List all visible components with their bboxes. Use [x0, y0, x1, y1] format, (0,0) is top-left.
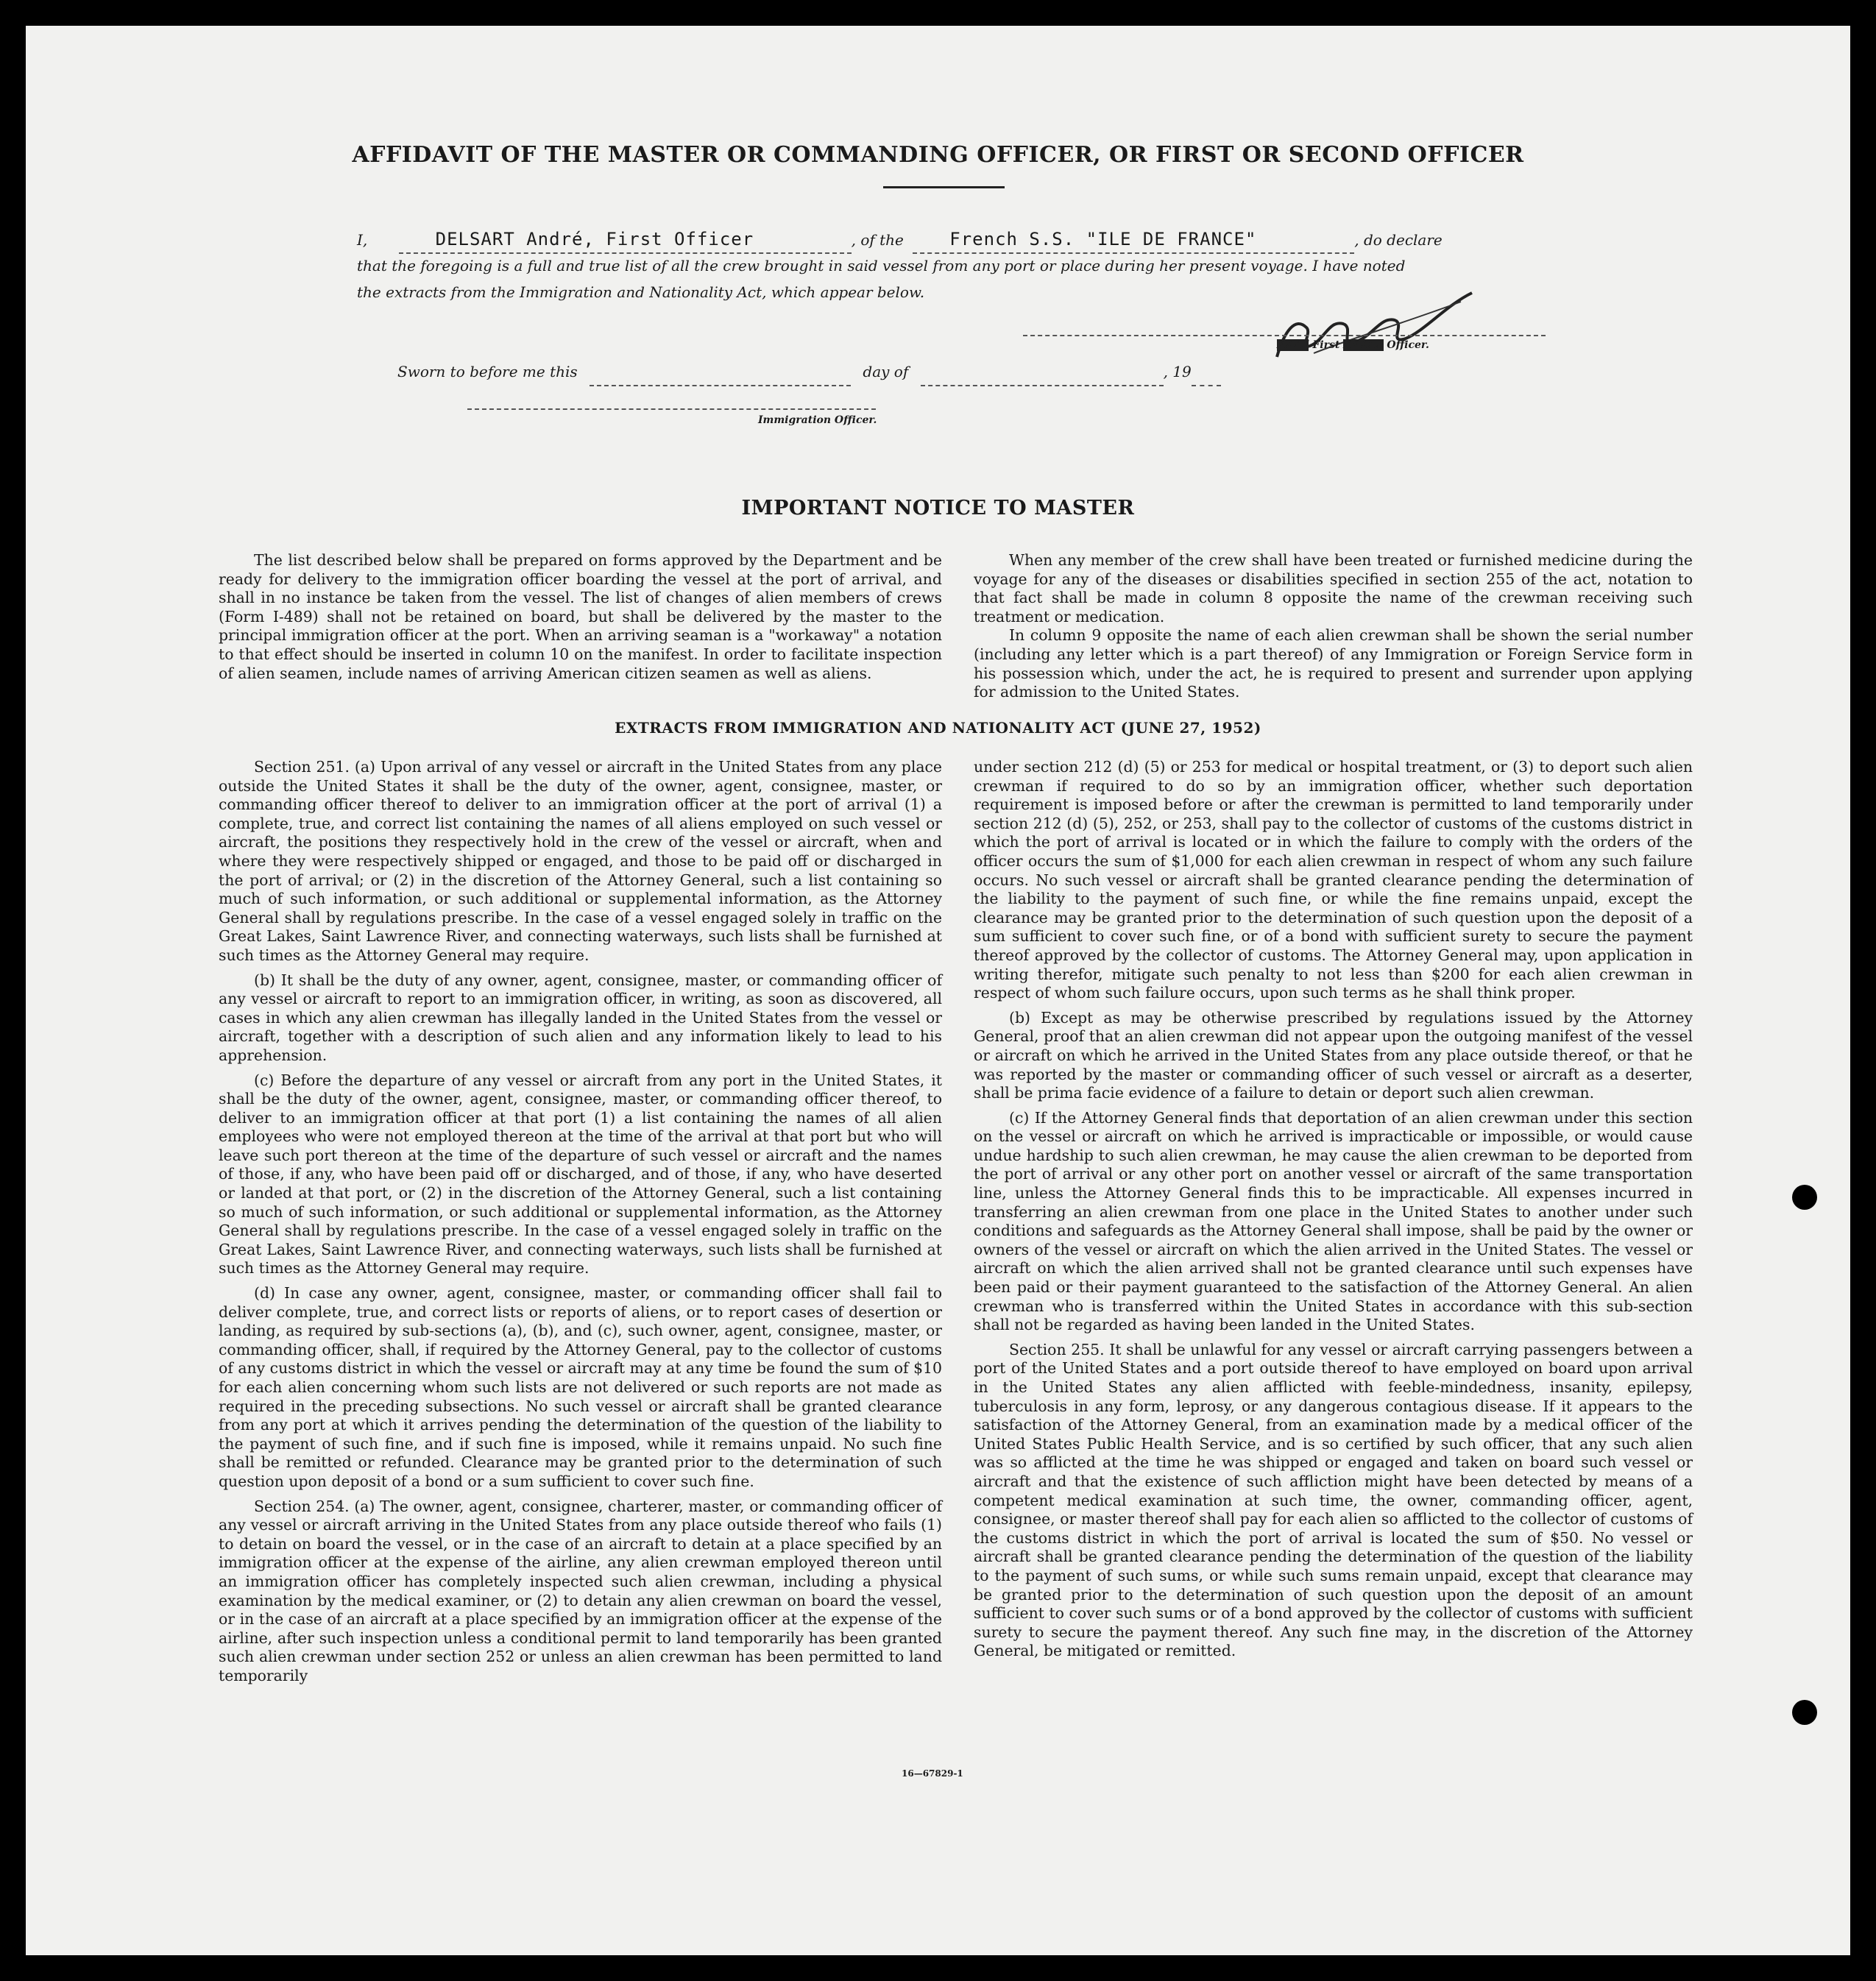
section-251-d: (d) In case any owner, agent, consignee, master, or commanding officer shall fail to deliver complete, true, and correct lists or reports of aliens, or to report cases of desertion or landing, as required by sub-sections (a), (b), and (c), such owner, agent, consignee, master, or commanding officer, shall, if required by the Attorney General, pay to the collector of customs of any customs district in which the vessel or aircraft may at any time be found the sum of $10 for each alien concerning whom such lists are not delivered or such reports are not made as required in the preceding subsections. No such vessel or aircraft shall be granted clearance from any port at which it arrives pending the determination of the question of the liability to the payment of such fine, and if such fine is imposed, while it remains unpaid. No such fine shall be remitted or refunded. Clearance may be granted prior to the determination of such question upon deposit of a bond or a sum sufficient to cover such fine. — [219, 1284, 942, 1490]
officer-signature — [1270, 287, 1483, 368]
section-251-b: (b) It shall be the duty of any owner, agent, consignee, master, or commanding officer of any vessel or aircraft to report to an immigration officer, in writing, as soon as discovered, all cases in which any alien crewman has illegally landed in the United States from the vessel or aircraft, together with a description of such alien and any information likely to lead to his apprehension. — [219, 971, 942, 1064]
year-label: , 19 — [1163, 363, 1192, 380]
sworn-month-field[interactable] — [921, 358, 1164, 386]
officer-caption-end: Officer. — [1387, 339, 1429, 351]
punch-hole-lower — [1792, 1700, 1817, 1725]
sworn-year-field[interactable] — [1192, 358, 1221, 386]
immigration-officer-label: Immigration Officer. — [758, 414, 877, 426]
form-code: 16—67829-1 — [902, 1768, 963, 1779]
notice-title: IMPORTANT NOTICE TO MASTER — [741, 497, 1135, 520]
declaration-line-2: that the foregoing is a full and true list of all the crew brought in said vessel from any port or place during her present voyage. I have noted — [357, 257, 1406, 274]
officer-caption-struck-2: XXXXX — [1343, 339, 1384, 351]
declaration-line-1 — [357, 226, 1549, 254]
section-254-b: (b) Except as may be otherwise prescribed by regulations issued by the Attorney General, proof that an alien crewman did not appear upon the outgoing manifest of the vessel or aircraft on which he arrived in the United States from any place outside thereof, or that he was reported by the master or commanding officer of such vessel or aircraft as a deserter, shall be prima facie evidence of a failure to detain or deport such alien crewman. — [974, 1008, 1693, 1102]
extracts-right-column — [974, 758, 1693, 1667]
officer-caption-first: First — [1312, 339, 1340, 351]
document-page — [26, 26, 1850, 1955]
officer-caption-struck: XXXX — [1277, 339, 1309, 351]
section-255: Section 255. It shall be unlawful for any vessel or aircraft carrying passengers between a port of the United States and a port outside thereof to have employed on board upon arrival in the United States any alien afflicted with feeble-mindedness, insanity, epilepsy, tuberculosis in any form, leprosy, or any dangerous contagious disease. If it appears to the satisfaction of the Attorney General, from an examination made by a medical officer of the United States Public Health Service, and is so certified by such officer, that any such alien was so afflicted at the time he was shipped or engaged and taken on board such vessel or aircraft and that the existence of such affliction might have been detected by means of a competent medical examination at such time, the owner, commanding officer, agent, consignee, or master thereof shall pay for each alien so afflicted to the collector of customs of the customs district in which the port of arrival is located the sum of $50. No vessel or aircraft shall be granted clearance pending the determination of the question of the liability to the payment of such sums, or while such sums remain unpaid, except that clearance may be granted prior to the determination of such question upon the deposit of an amount sufficient to cover such sums or of a bond approved by the collector of customs with sufficient surety to secure the payment thereof. Any such fine may, in the discretion of the Attorney General, be mitigated or remitted. — [974, 1340, 1693, 1660]
day-of-label: day of — [863, 363, 909, 380]
i-label: I, — [357, 231, 368, 249]
notice-right-column — [974, 551, 1693, 708]
extracts-left-column — [219, 758, 942, 1692]
title-underline — [883, 186, 1005, 188]
notice-left-column — [219, 551, 942, 689]
notice-left-paragraph: The list described below shall be prepared on forms approved by the Department and be ready for delivery to the immigration officer boarding the vessel at the port of arrival, and shall in no instance be taken from the vessel. The list of changes of alien members of crews (Form I-489) shall not be retained on board, but shall be delivered by the master to the principal immigration officer at the port. When an arriving seaman is a "workaway" a notation to that effect should be inserted in column 10 on the manifest. In order to facilitate inspection of alien seamen, include names of arriving American citizen seamen as well as aliens. — [219, 551, 942, 682]
immigration-officer-line — [467, 408, 876, 410]
section-254-a-continued: under section 212 (d) (5) or 253 for medical or hospital treatment, or (3) to deport such alien crewman if required to do so by an immigration officer, whether such deportation requirement is imposed before or after the crewman is permitted to land temporarily under section 212 (d) (5), 252, or 253, shall pay to the collector of customs of the customs district in which the port of arrival is located or in which the failure to comply with the orders of the officer occurs the sum of $1,000 for each alien crewman in respect of whom any such failure occurs. No such vessel or aircraft shall be granted clearance pending the determination of the liability to the payment of such fine, or while the fine remains unpaid, except the clearance may be granted prior to the determination of such question upon the deposit of a sum sufficient to cover such fine, or of a bond with sufficient surety to secure the payment thereof approved by the collector of customs. The Attorney General may, upon application in writing therefor, mitigate such penalty to not less than $200 for each alien crewman in respect of whom such failure occurs, upon such terms as he shall think proper. — [974, 758, 1693, 1002]
section-254-a: Section 254. (a) The owner, agent, consignee, charterer, master, or commanding officer of any vessel or aircraft arriving in the United States from any place outside thereof who fails (1) to detain on board the vessel, or in the case of an aircraft to detain at a place specified by an immigration officer at the expense of the airline, any alien crewman employed thereon until an immigration officer has completely inspected such alien crewman, including a physical examination by the medical examiner, or (2) to detain any alien crewman on board the vessel, or in the case of an aircraft at a place specified by an immigration officer at the expense of the airline, after such inspection unless a conditional permit to land temporarily has been granted such alien crewman under section 252 or unless an alien crewman has been permitted to land temporarily — [219, 1497, 942, 1684]
sworn-day-field[interactable] — [590, 358, 851, 386]
notice-right-paragraph-1: When any member of the crew shall have been treated or furnished medicine during the voyage for any of the diseases or disabilities specified in section 255 of the act, notation to that fact shall be made in column 8 opposite the name of the crewman receiving such treatment or medication. — [974, 551, 1693, 626]
punch-hole-upper — [1792, 1185, 1817, 1210]
vessel-field — [913, 226, 1354, 254]
affidavit-title: AFFIDAVIT OF THE MASTER OR COMMANDING OFFICER, OR FIRST OR SECOND OFFICER — [352, 142, 1524, 168]
signature-line — [1023, 335, 1546, 336]
section-251-c: (c) Before the departure of any vessel or aircraft from any port in the United States, it shall be the duty of the owner, agent, consignee, master, or commanding officer thereof, to deliver to an immigration officer at that port (1) a list containing the names of all alien employees who were not employed thereon at the time of the arrival at that port but who will leave such port thereon at the time of the departure of such vessel or aircraft and the names of those, if any, who have been paid off or discharged, and of those, if any, who have deserted or landed at that port, or (2) in the discretion of the Attorney General, such a list containing so much of such information, or such additional or supplemental information, as the Attorney General shall by regulations prescribe. In the case of a vessel engaged solely in traffic on the Great Lakes, Saint Lawrence River, and connecting waterways, such lists shall be furnished at such times as the Attorney General may require. — [219, 1071, 942, 1277]
sworn-line — [397, 358, 1590, 386]
sworn-label: Sworn to before me this — [397, 363, 578, 380]
officer-name-value: DELSART André, First Officer — [435, 229, 754, 249]
extracts-title: EXTRACTS FROM IMMIGRATION AND NATIONALITY ACT (JUNE 27, 1952) — [615, 719, 1261, 737]
officer-caption — [1277, 339, 1429, 351]
vessel-value: French S.S. "ILE DE FRANCE" — [949, 229, 1257, 249]
declaration-line-3: the extracts from the Immigration and Nationality Act, which appear below. — [357, 283, 925, 301]
notice-right-paragraph-2: In column 9 opposite the name of each alien crewman shall be shown the serial number (including any letter which is a part thereof) of any Immigration or Foreign Service form in his possession which, under the act, he is required to present and surrender upon applying for admission to the United States. — [974, 626, 1693, 701]
section-254-c: (c) If the Attorney General finds that deportation of an alien crewman under this section on the vessel or aircraft on which he arrived is impracticable or impossible, or would cause undue hardship to such alien crewman, he may cause the alien crewman to be deported from the port of arrival or any other port on another vessel or aircraft of the same transportation line, unless the Attorney General finds this to be impracticable. All expenses incurred in transferring an alien crewman from one place in the United States to another under such conditions and safeguards as the Attorney General shall impose, shall be paid by the owner or owners of the vessel or aircraft on which the alien arrived in the United States. The vessel or aircraft on which the alien arrived shall not be granted clearance until such expenses have been paid or their payment guaranteed to the satisfaction of the Attorney General. An alien crewman who is transferred within the United States in accordance with this sub-section shall not be regarded as having been landed in the United States. — [974, 1108, 1693, 1334]
section-251-a: Section 251. (a) Upon arrival of any vessel or aircraft in the United States from any place outside the United States it shall be the duty of the owner, agent, consignee, master, or commanding officer thereof to deliver to an immigration officer at the port of arrival (1) a complete, true, and correct list containing the names of all aliens employed on such vessel or aircraft, the positions they respectively hold in the crew of the vessel or aircraft, when and where they were respectively shipped or engaged, and those to be paid off or discharged in the port of arrival; or (2) in the discretion of the Attorney General, such a list containing so much of such information, or such additional or supplemental information, as the Attorney General shall by regulations prescribe. In the case of a vessel engaged solely in traffic on the Great Lakes, Saint Lawrence River, and connecting waterways, such lists shall be furnished at such times as the Attorney General may require. — [219, 758, 942, 964]
of-the-label: , of the — [851, 231, 904, 249]
officer-name-field — [399, 226, 852, 254]
do-declare-label: , do declare — [1354, 231, 1443, 249]
